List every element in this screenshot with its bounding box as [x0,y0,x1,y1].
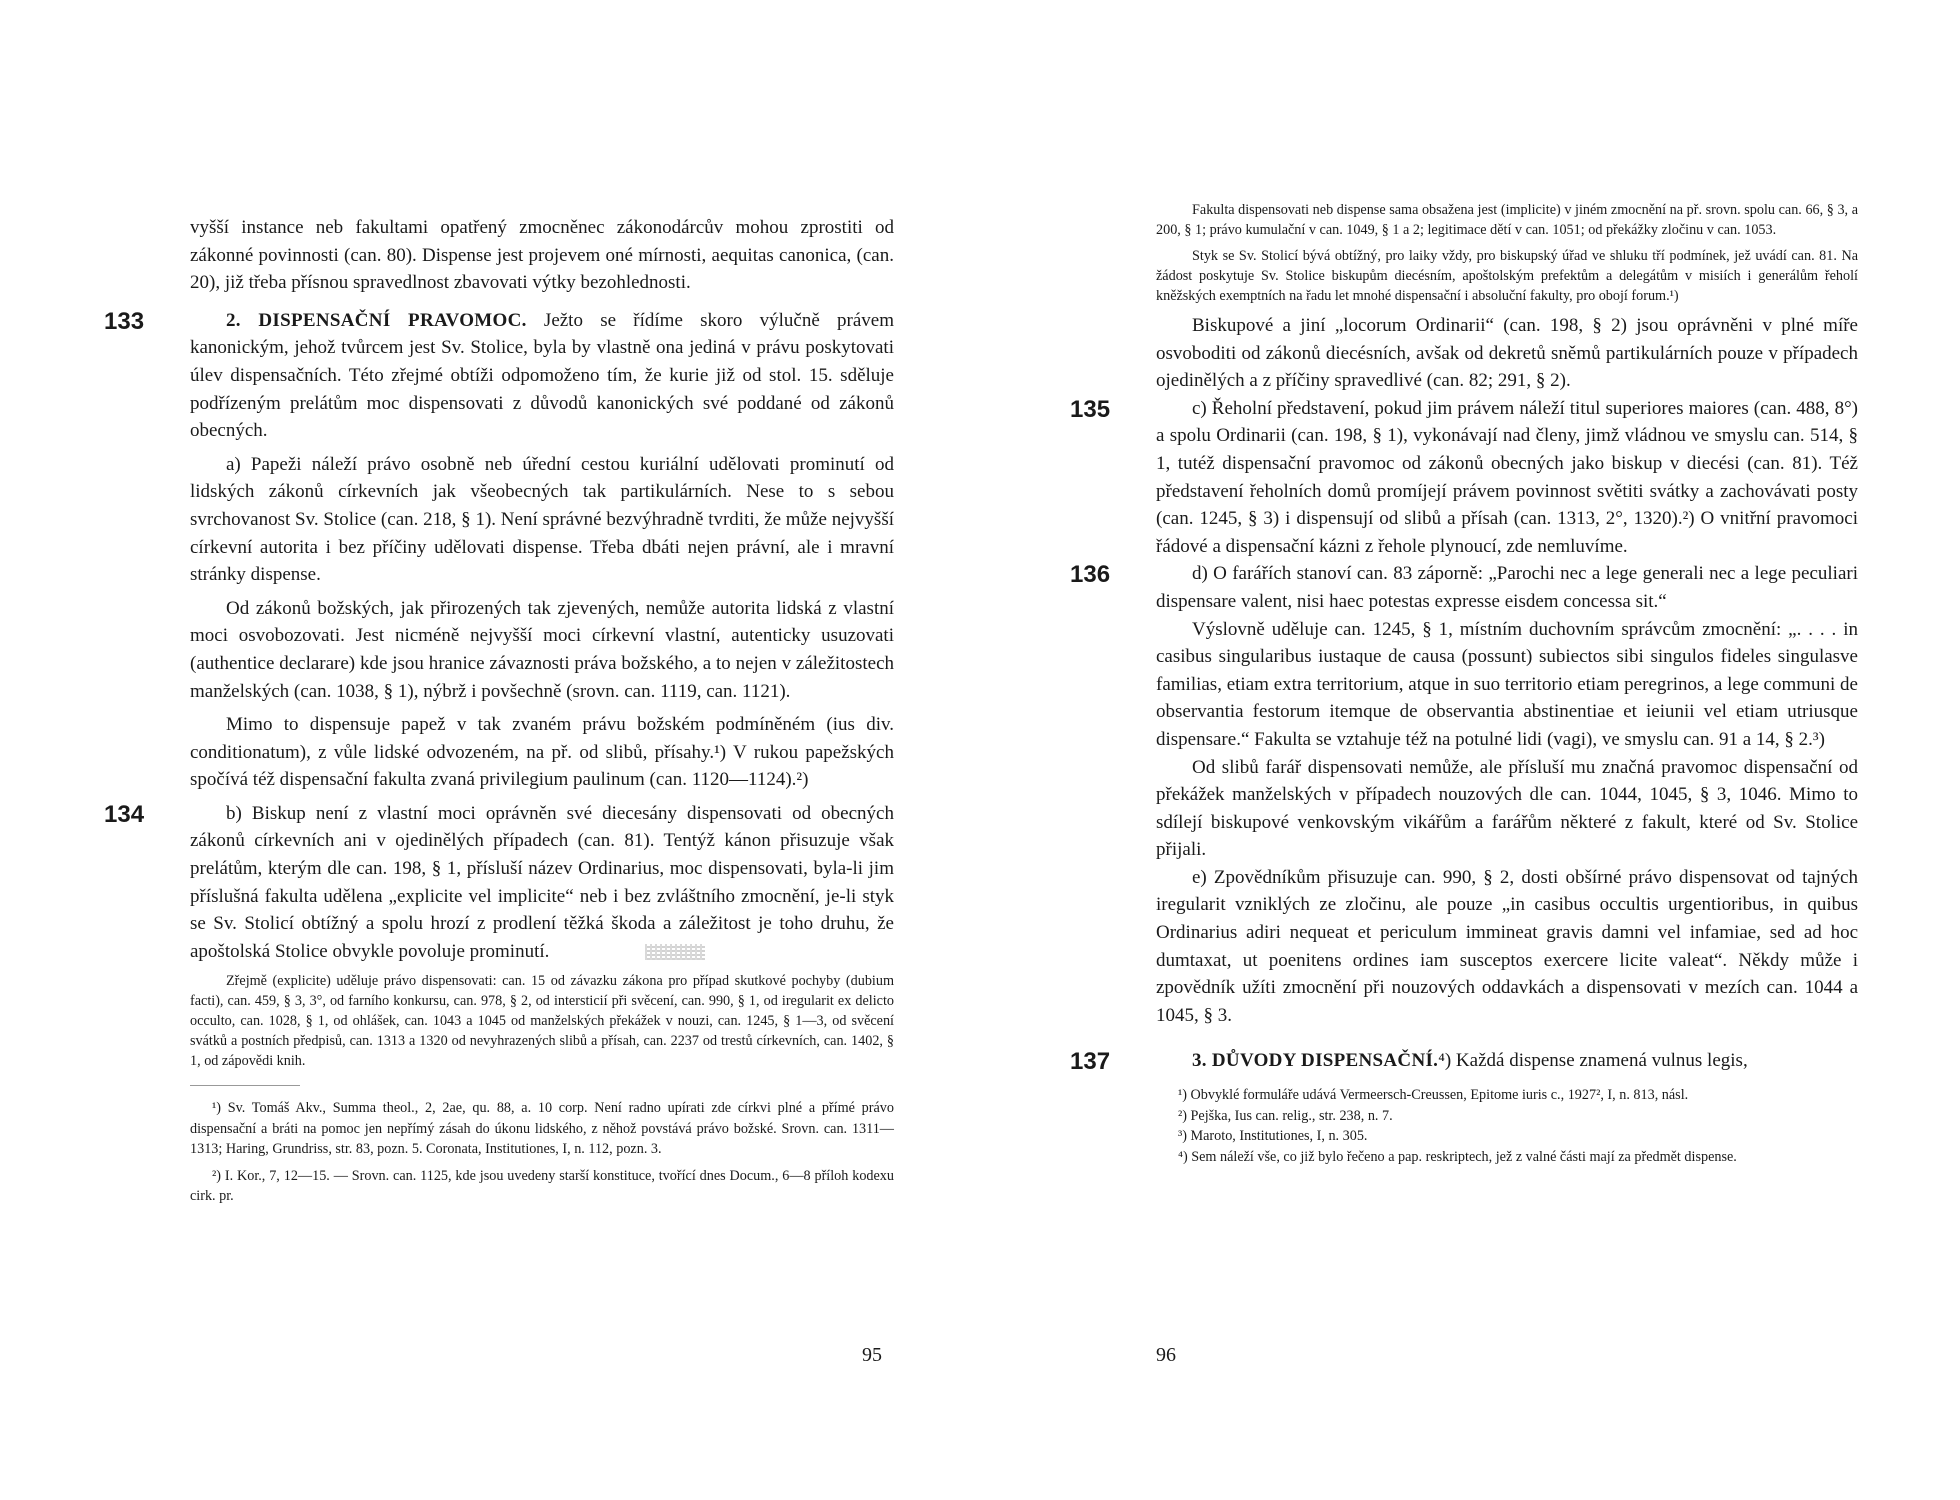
paragraph-vows: Od slibů farář dispensovati nemůže, ale přísluší mu značná pravomoc dispensační od překážek manželských v případech nouzových dle can. 1044, 1045, § 3, 1046. Mimo to sdílejí biskupové venkovským vikářům a farářům některé z fakult, které od Sv. Stolice přijali. [1156,756,1858,861]
small-print-note-implicite: Fakulta dispensovati neb dispense sama obsažena jest (implicite) v jiném zmocnění na př. srovn. spolu can. 66, § 3, a 200, § 1; právo kumulační v can. 1049, § 1 a 2; legitimace dětí v can. 1051; od překážky zločinu v can. 1053. [1156,202,1858,238]
footnote-4-right: ⁴) Sem náleží vše, co již bylo řečeno a pap. reskriptech, jež z valné části mají za předmět dispense. [1178,1148,1737,1165]
footnote-2-right: ²) Pejška, Ius can. relig., str. 238, n. 7. [1178,1107,1393,1124]
page-number-left: 95 [862,1344,882,1366]
margin-number-134: 134 [104,800,145,828]
section-137-text: ⁴) Každá dispense znamená vulnus legis, [1438,1050,1748,1072]
small-print-note-holy-see-contact: Styk se Sv. Stolicí bývá obtížný, pro laiky vždy, pro biskupský úřad ve shluku tří podmínek, jež uvádí can. 81. Na žádost poskytuje Sv. Stolice biskupům diecésním, apoštolským prefektům a delegátům v misiích i generálům řeholí kněžských exemptních na řadu let mnohé dispensační i absoluční fakulty, pro obojí forum.¹) [1156,248,1858,304]
page-number-right: 96 [1156,1344,1176,1366]
left-text-column [104,214,894,1207]
paragraph-ius-divinum-conditionatum: Mimo to dispensuje papež v tak zvaném právu božském podmíněném (ius div. conditionatum), z vůle lidské odvozeném, na př. od slibů, přísahy.¹) V rukou papežských spočívá též dispensační fakulta zvaná privilegium paulinum (can. 1120—1124).²) [190,714,894,791]
ink-smudge [645,944,705,960]
section-136 [1070,560,1858,615]
paragraph-e-confessors: e) Zpovědníkům přisuzuje can. 990, § 2, dosti obšírné právo dispensovat od tajných iregularit vzniklých ze zločinu, ale pouze „in casibus occultis urgentioribus, in quibus Ordinarius adiri nequeat et periculum immineat gravis damni vel infamiae, sed ad hoc dumtaxat, ut poenitens ordines iam susceptos exercere licite valeat“. Někdy může i zpovědník užíti zmocnění při nouzových oddavkách a dispensovati v mezích can. 1044 a 1045, § 3. [1156,866,1858,1026]
section-133-heading: 2. DISPENSAČNÍ PRAVOMOC. [226,309,527,331]
section-133 [104,307,894,445]
paragraph-divine-laws: Od zákonů božských, jak přirozených tak zjevených, nemůže autorita lidská z vlastní moci osvobozovati. Jest nicméně nejvyšší moci církevní vlastní, autenticky usuzovati (authentice declarare) kde jsou hranice závaznosti práva božského, a to nejen v záležitostech manželských (can. 1038, § 1), nýbrž i povšechně (srovn. can. 1119, can. 1121). [190,597,894,702]
margin-number-137: 137 [1070,1048,1111,1076]
footnote-2: ²) I. Kor., 7, 12—15. — Srovn. can. 1125, kde jsou uvedeny starší konstituce, tvořící dnes Docum., 6—8 příloh kodexu cirk. pr. [190,1167,894,1205]
section-134 [104,800,894,966]
section-133-paragraph [190,307,894,445]
section-137-paragraph [1156,1047,1858,1075]
small-print-note-explicite: Zřejmě (explicite) uděluje právo dispensovati: can. 15 od závazku zákona pro případ skutkové pochyby (dubium facti), can. 459, § 3, 3°, od farního konkursu, can. 978, § 2, od intersticií při svěcení, can. 990, § 1, od iregularit ex delicto occulto, can. 1028, § 1, od ohlášek, can. 1043 a 1045 od manželských překážek v nouzi, can. 1245, § 1—3, od svěcení svátků a postních předpisů, can. 1313 a 1320 od nevyhrazených slibů a přísah, can. 2237 od trestů církevních, can. 1402, § 1, od zápovědi knih. [190,973,894,1070]
paragraph-c-religious-superiors: c) Řeholní představení, pokud jim právem náleží titul superiores maiores (can. 488, 8°) a spolu Ordinarii (can. 198, § 1), vykonávají nad členy, jimž vládnou ve smyslu can. 514, § 1, tutéž dispensační pravomoc od zákonů obecných jako biskup v diecési (can. 81). Též představení řeholních domů promíjejí právem povinnost světiti svátky a zachovávati posty (can. 1245, § 3) i dispensují od slibů a přísah (can. 1313, 2°, 1320).²) O vnitřní pravomoci řádové a dispensační kázni z řehole plynoucí, zde nemluvíme. [1156,397,1858,557]
intro-paragraph: vyšší instance neb fakultami opatřený zmocněnec zákonodárcův mohou zprostiti od zákonné povinnosti (can. 80). Dispense jest projevem oné mírnosti, aequitas canonica, (can. 20), již třeba přísnou spravedlnost zbavovati výtky bezohlednosti. [190,217,894,294]
section-137 [1070,1047,1858,1076]
margin-number-133: 133 [104,307,145,335]
margin-number-136: 136 [1070,561,1111,589]
paragraph-a-pope: a) Papeži náleží právo osobně neb úřední cestou kuriální udělovati prominutí od lidských zákonů církevních jak všeobecných tak partikulárních. Nese to s sebou svrchovanost Sv. Stolice (can. 218, § 1). Není správné bezvýhradně tvrditi, že může nejvyšší církevní autorita i bez příčiny udělovati dispense. Třeba dbáti nejen právní, ale i mravní stránky dispense. [190,453,894,586]
footnote-3-right: ³) Maroto, Institutiones, I, n. 305. [1178,1128,1368,1145]
margin-number-135: 135 [1070,395,1111,423]
section-135 [1070,395,1858,561]
section-133-text: Ježto se řídíme skoro výlučně právem kanonickým, jehož tvůrcem jest Sv. Stolice, byla by vlastně ona jediná v právu poskytovati úlev dispensačních. Této zřejmé obtíži odpomoženo tím, že kurie již od stol. 15. sděluje podřízeným prelátům moc dispensovati z důvodů kanonických své poddané od zákonů obecných. [190,309,894,442]
footnote-1-right: ¹) Obvyklé formuláře udává Vermeersch-Creussen, Epitome iuris c., 1927², I, n. 813, násl. [1178,1087,1689,1104]
paragraph-b-text: b) Biskup není z vlastní moci oprávněn své diecesány dispensovati od obecných zákonů církevních ani v ojedinělých případech (can. 81). Tentýž kánon přisuzuje však prelátům, kterým dle can. 198, § 1, přísluší název Ordinarius, moc dispensovati, byla-li jim příslušná fakulta udělena „explicite vel implicite“ neb i bez zvláštního zmocnění, je-li styk se Sv. Stolicí obtížný a spolu hrozí z prodlení těžká škoda a záležitost je toho druhu, že apoštolská Stolice obvykle povoluje prominutí. [190,802,894,962]
paragraph-d-parish-priests: d) O farářích stanoví can. 83 záporně: „Parochi nec a lege generali nec a lege peculiari dispensare valent, nisi haec potestas expresse eisdem concessa sit.“ [1156,563,1858,612]
right-text-column [1070,200,1858,1167]
footnote-1: ¹) Sv. Tomáš Akv., Summa theol., 2, 2ae, qu. 88, a. 10 corp. Není radno upírati zde církvi plné a přímé právo dispensační a bráti na pomoc jen nepřímý zásah do úkonu lidského, z něhož povstává právo božské. Srovn. can. 1311—1313; Haring, Grundriss, str. 83, pozn. 5. Coronata, Institutiones, I, n. 112, pozn. 3. [190,1100,894,1158]
left-page [0,0,960,1500]
section-137-heading: 3. DŮVODY DISPENSAČNÍ. [1192,1050,1439,1072]
paragraph-explicit-faculty: Výslovně uděluje can. 1245, § 1, místním duchovním správcům zmocnění: „. . . . in casibus singularibus iustaque de causa (possunt) subiectos sibi singulos fideles singulasve familias, etiam extra territorium, atque in suo territorio etiam peregrinos, a lege communi de observantia festorum itemque de observantia abstinentiae et ieiunii vel etiam utriusque dispensare.“ Fakulta se vztahuje též na potulné lidi (vagi), ve smyslu can. 91 a 14, § 2.³) [1156,618,1858,750]
paragraph-local-ordinaries: Biskupové a jiní „locorum Ordinarii“ (can. 198, § 2) jsou oprávněni v plné míře osvoboditi od zákonů diecésních, avšak od dekretů sněmů partikulárních pouze v případech ojedinělých a z příčiny spravedlivé (can. 82; 291, § 2). [1156,315,1858,392]
paragraph-b-bishop [190,800,894,966]
footnote-separator [190,1085,300,1086]
right-page [980,0,1960,1500]
